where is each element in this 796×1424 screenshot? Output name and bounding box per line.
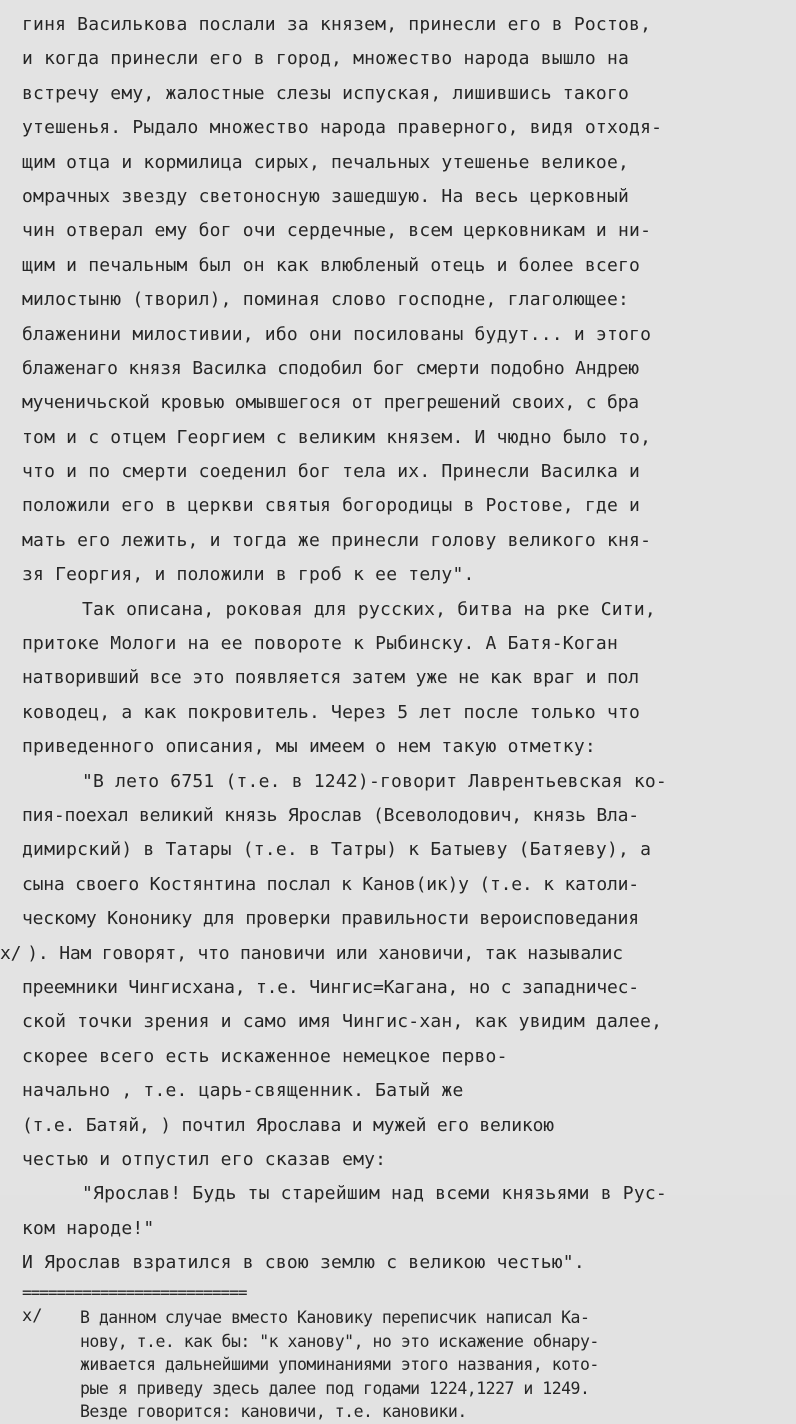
text-line: [0, 937, 786, 971]
text-line: Так описана, роковая для русских, битва на рке Сити,: [82, 598, 656, 620]
text-line: пия-поехал великий князь Ярослав (Всеволодович, князь Вла-: [22, 804, 639, 826]
quotation-block: [0, 765, 786, 1178]
footnote-separator: ==========================: [22, 1283, 247, 1303]
text-line: натворивший все это появляется затем уже не как враг и пол: [22, 667, 639, 689]
text-line: (т.е. Батяй, ) почтил Ярослава и мужей его великою: [22, 1114, 554, 1136]
text-line: "Ярослав! Будь ты старейшим над всеми князьями в Рус-: [82, 1183, 667, 1205]
text-line: приведенного описания, мы имеем о нем такую отметку:: [22, 736, 596, 758]
text-line: притоке Мологи на ее повороте к Рыбинску. А Батя-Коган: [22, 633, 618, 655]
text-line-content: ). Нам говорят, что пановичи или хановичи, так называлис: [27, 942, 623, 964]
body-paragraph-2: [22, 593, 786, 765]
text-line: мученичьской кровью омывшегося от прегрешений своих, с бра: [22, 392, 639, 414]
text-line: мать его лежить, и тогда же принесли голову великого кня-: [22, 529, 652, 551]
text-line: положили его в церкви святыя богородицы в Ростове, где и: [22, 495, 641, 517]
text-line: чин отверал ему бог очи сердечные, всем церковникам и ни-: [22, 220, 652, 242]
text-line: щим и печальным был он как влюбленый отець и более всего: [22, 254, 641, 276]
text-line: сына своего Костянтина послал к Канов(ик)у (т.е. к католи-: [22, 873, 639, 895]
footnote-line: Везде говорится: кановичи, т.е. кановики.: [80, 1402, 467, 1422]
footnote: [22, 1306, 786, 1424]
text-line: блаженаго князя Василка сподобил бог смерти подобно Андрею: [22, 357, 639, 379]
text-line: блаженини милостивии, ибо они посилованы будут... и этого: [22, 323, 652, 345]
footnote-mark: x/: [22, 1306, 43, 1327]
text-line: гиня Василькова послали за князем, принесли его в Ростов,: [22, 14, 652, 35]
footnote-reference-mark: x/: [0, 942, 22, 964]
text-line: омрачных звезду светоносную зашедшую. На весь церковный: [22, 185, 630, 207]
text-line: преемники Чингисхана, т.е. Чингис=Кагана, но с западничес-: [22, 976, 639, 998]
text-line: щим отца и кормилица сирых, печальных утешенье великое,: [22, 151, 630, 173]
closing-line: И Ярослав взратился в свою землю с великою честью".: [22, 1252, 585, 1274]
text-line: честью и отпустил его сказав ему:: [22, 1148, 387, 1170]
footnote-line: рые я приведу здесь далее под годами 1224,1227 и 1249.: [80, 1378, 590, 1398]
text-line: ководец, а как покровитель. Через 5 лет после только что: [22, 701, 641, 723]
text-line: ской точки зрения и само имя Чингис-хан, как увидим далее,: [22, 1011, 663, 1033]
text-line: димирский) в Татары (т.е. в Татры) к Батыеву (Батяеву), а: [22, 839, 652, 861]
text-line: зя Георгия, и положили в гроб к ее телу".: [22, 564, 475, 586]
text-line: встречу ему, жалостные слезы испуская, лишившись такого: [22, 82, 630, 104]
text-line: "В лето 6751 (т.е. в 1242)-говорит Лаврентьевская ко-: [82, 770, 667, 792]
text-line: ком народе!": [22, 1217, 155, 1239]
text-line: утешенья. Рыдало множество народа праверного, видя отходя-: [22, 117, 663, 139]
footnote-line: нову, т.е. как бы: "к ханову", но это искажение обнару-: [80, 1331, 599, 1351]
text-line: милостыню (творил), поминая слово господне, глаголющее:: [22, 289, 630, 311]
text-line: ческому Кононику для проверки правильности вероисповедания: [22, 908, 639, 930]
text-line: что и по смерти соеденил бог тела их. Принесли Василка и: [22, 461, 641, 483]
text-line: скорее всего есть искаженное немецкое перво-: [22, 1045, 508, 1067]
text-line: начально , т.е. царь-священник. Батый же: [22, 1080, 464, 1102]
speech-block: [22, 1177, 786, 1280]
text-line: том и с отцем Георгием с великим князем. И чюдно было то,: [22, 426, 652, 448]
body-paragraph-1: [22, 8, 786, 593]
text-line: и когда принесли его в город, множество народа вышло на: [22, 48, 630, 70]
footnote-line: живается дальнейшими упоминаниями этого названия, кото-: [80, 1355, 599, 1375]
footnote-line: В данном случае вместо Кановику переписчик написал Ка-: [80, 1308, 590, 1328]
